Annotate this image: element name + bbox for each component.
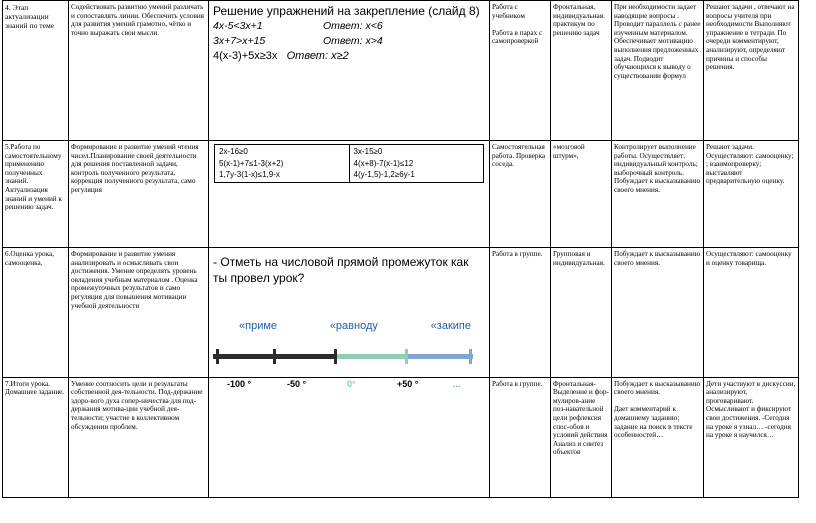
number-line	[213, 345, 485, 375]
teacher-cell: Побуждает к высказыванию своего мнения. Дает комментарий к домашнему заданию; задание на поиск в тексте особенностей…	[612, 377, 704, 497]
methods-cell: Фронтальная- Выделение и фор-мулиров-ание поз-навательной цели рефлексия спос-обов и условий действия Анализ и синтез объектов	[551, 377, 612, 497]
table-row	[3, 141, 799, 248]
teacher-cell: При необходимости задает наводящие вопросы . Проводит параллель с ранее изученным материалом. Обеспечивает мотивацию выполнения предложенных задач. Подводит обучающихся к выводу о существовании формул	[612, 1, 704, 141]
scale-label: 0°	[347, 378, 356, 389]
mood-choices	[213, 322, 485, 331]
goals-cell: Формирование и развитие умений чтения чисел.Планирование своей деятельности для решения поставленной задачи, контроль полученного результата, коррекция полученного результата, само регуляция	[69, 141, 209, 248]
scale-label: ...	[453, 378, 461, 389]
exercise-title: Решение упражнений на закрепление (слайд 8)	[213, 4, 480, 18]
inequalities-box	[214, 144, 484, 183]
equation-3: 4(x-3)+5x≥3x Ответ: x≥2	[213, 50, 349, 62]
methods-cell: «мозговой штурм»,	[551, 141, 612, 248]
tick-mark	[469, 349, 472, 364]
choice-boiling: «закипе	[430, 320, 471, 332]
lesson-plan-table	[2, 0, 799, 498]
number-line-question: - Отметь на числовой прямой промежуток как ты провел урок?	[213, 255, 469, 285]
table-row	[3, 1, 799, 141]
content-cell	[209, 377, 490, 497]
goals-cell: Умение соотносить цели и результаты собственной дея-тельности. Под-держание здоро-вого духа сопер-ничества для под-держания мотива-ции учебной дея-тельности; участие в коллективном обсуждении проблем.	[69, 377, 209, 497]
teacher-cell: Контролирует выполнение работы. Осуществляет: индивидуальный контроль; выборочный контроль. Побуждает к высказыванию своего мнения.	[612, 141, 704, 248]
content-cell	[209, 141, 490, 248]
methods-cell: Групповая и индивидуальная.	[551, 248, 612, 378]
stage-cell: 7.Итоги урока. Домашнее задание.	[3, 377, 69, 497]
teacher-cell: Побуждает к высказыванию своего мнения.	[612, 248, 704, 378]
students-cell: Осуществляют: самооценку и оценку товарища.	[704, 248, 799, 378]
inequalities-left: 2x-16≥0 5(x-1)+7≤1-3(x+2) 1,7y-3(1-x)≤1,9-x	[219, 147, 284, 179]
table-row	[3, 377, 799, 497]
stage-cell: 5.Работа по самостоятельному применению полученных знаний. Актуализация знаний и умений к решению задач.	[3, 141, 69, 248]
number-line-blue-segment	[407, 354, 473, 359]
goals-cell: Формирование и развитие умения анализировать и осмысливать свои достижения. Умение определять уровень овладения учебным материалом . Оценка промежуточных результатов и само регуляция для повышения мотивации учебной деятельности	[69, 248, 209, 378]
scale-label: -100 °	[227, 378, 252, 389]
tick-mark	[334, 349, 337, 364]
tick-mark	[216, 349, 219, 364]
tick-mark	[405, 349, 408, 364]
choice-frozen: «приме	[239, 320, 278, 332]
scale-label: +50 °	[397, 378, 419, 389]
stage-cell: 6.Оценка урока, самооценка.	[3, 248, 69, 378]
students-cell: Дети участвуют в дискуссии, анализируют, проговаривают. Осмысливают и фиксируют свои достижения. -Сегодня на уроке я узнал… -сегодня на уроке я научился…	[704, 377, 799, 497]
tick-mark	[273, 349, 276, 364]
content-cell	[209, 248, 490, 378]
students-cell: Решают задачи. Осуществляют: самооценку; ; взаимопроверку; выставляют предварительную оценку.	[704, 141, 799, 248]
choice-indifferent: «равноду	[329, 320, 378, 332]
goals-cell: Содействовать развитию умений различать и сопоставлять линии. Обеспечить условия для развития умений грамотно, чётко и точно выражать свои мысли.	[69, 1, 209, 141]
forms-cell: Работа в группе.	[490, 377, 551, 497]
forms-cell: Самостоятельная работа. Проверка соседа.	[490, 141, 551, 248]
students-cell: Решают задачи , отвечают на вопросы учителя при необходимости Выполняют упражнение в тетради. По очереди комментируют, анализируют, определяют причины и способы решения.	[704, 1, 799, 141]
table-row	[3, 248, 799, 378]
equation-1: 4x-5<3x+1 Ответ: x<6	[213, 20, 383, 32]
methods-cell: Фронтальная, индивидуальная. практикум по решению задач	[551, 1, 612, 141]
stage-cell: 4. Этап актуализации знаний по теме	[3, 1, 69, 141]
scale-label: -50 °	[287, 378, 307, 389]
equation-2: 3x+7>x+15 Ответ: x>4	[213, 35, 383, 47]
content-cell	[209, 1, 490, 141]
inequalities-right: 3x-15≥0 4(x+8)-7(x-1)≤12 4(y-1,5)-1,2≥6y-1	[349, 145, 484, 182]
forms-cell: Работа с учебником Работа в парах с самопроверкой	[490, 1, 551, 141]
forms-cell: Работа в группе.	[490, 248, 551, 378]
number-line-green-segment	[335, 354, 407, 359]
